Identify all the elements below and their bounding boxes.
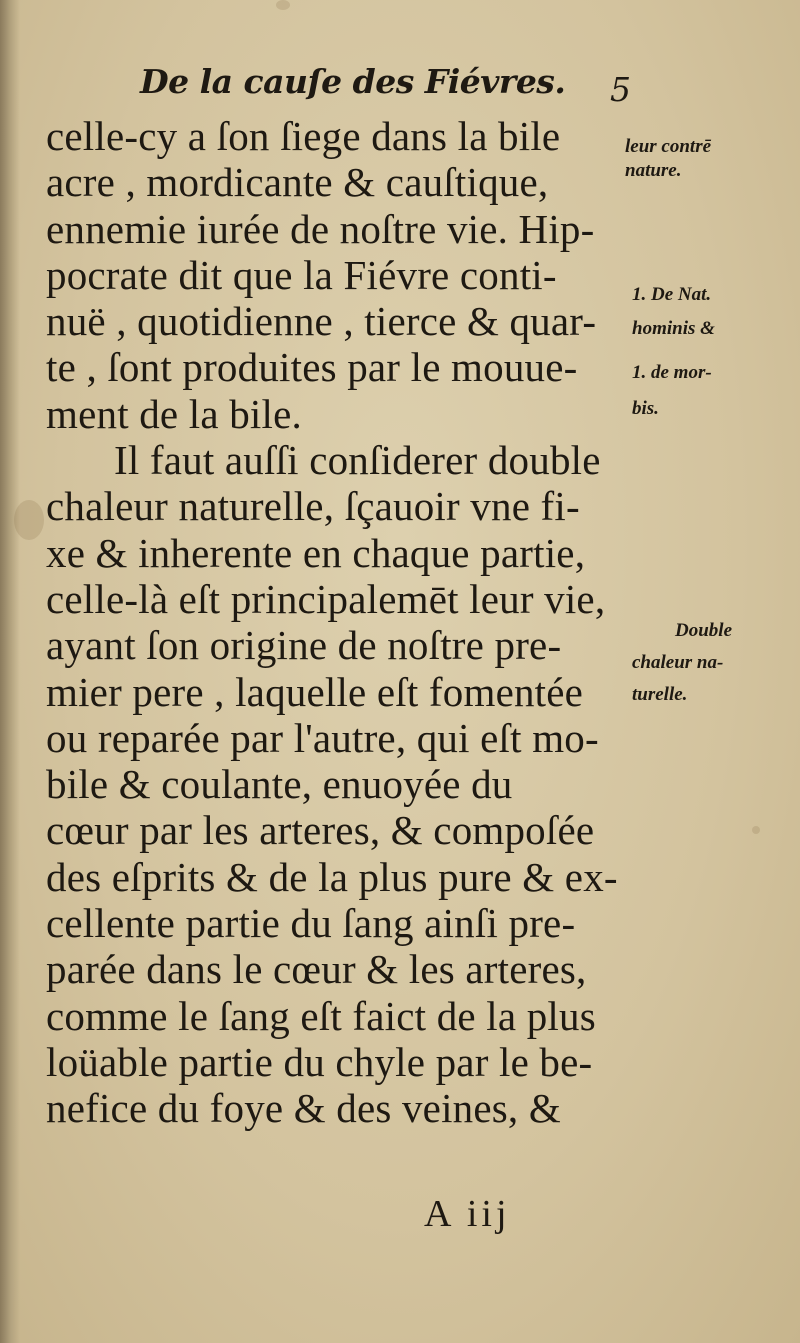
- text-line: mier pere , laquelle eſt fomentée: [46, 668, 584, 715]
- text-line: parée dans le cœur & les arteres,: [46, 946, 587, 993]
- text-line: chaleur naturelle, ſçauoir vne fi-: [46, 483, 580, 530]
- running-head: [140, 62, 660, 112]
- margin-note: turelle.: [632, 684, 688, 705]
- body-text: [46, 113, 626, 1132]
- text-line: celle-là eſt principalemēt leur vie,: [46, 575, 606, 622]
- text-line: te , ſont produites par le mouue-: [46, 344, 578, 391]
- page-gutter-shadow: [0, 0, 20, 1343]
- text-line: pocrate dit que la Fiévre conti-: [46, 251, 557, 298]
- text-line: bile & coulante, enuoyée du: [46, 761, 513, 808]
- page-number: 5: [610, 70, 631, 109]
- text-line: acre , mordicante & cauſtique,: [46, 159, 549, 206]
- text-line: ment de la bile.: [46, 390, 302, 437]
- text-line: celle-cy a ſon ſiege dans la bile: [46, 113, 561, 159]
- text-line: ayant ſon origine de noſtre pre-: [46, 622, 562, 669]
- running-title: De la cauſe des Fiévres.: [140, 62, 566, 101]
- text-line: cellente partie du ſang ainſi pre-: [46, 900, 576, 947]
- margin-note: 1. de mor-: [632, 362, 712, 383]
- margin-note: leur contrē: [625, 136, 712, 157]
- text-line: nuë , quotidienne , tierce & quar-: [46, 298, 597, 345]
- text-line: comme le ſang eſt faict de la plus: [46, 992, 596, 1039]
- margin-note: hominis &: [632, 318, 715, 339]
- text-line: loüable partie du chyle par le be-: [46, 1038, 593, 1085]
- text-line: nefice du foye & des veines, &: [46, 1085, 561, 1132]
- marginalia: [620, 0, 800, 1343]
- text-line: cœur par les arteres, & compoſée: [46, 807, 595, 854]
- text-line: des eſprits & de la plus pure & ex-: [46, 853, 618, 900]
- text-line: ennemie iurée de noſtre vie. Hip-: [46, 205, 595, 252]
- signature-mark: A iij: [424, 1193, 511, 1235]
- margin-note: bis.: [632, 398, 659, 419]
- margin-note: nature.: [625, 160, 682, 181]
- margin-note: Double: [675, 620, 732, 641]
- paragraph-start-line: Il faut auſſi conſiderer double: [114, 437, 601, 484]
- text-line: ou reparée par l'autre, qui eſt mo-: [46, 714, 599, 761]
- text-line: xe & inherente en chaque partie,: [46, 529, 586, 576]
- paper-stain: [276, 0, 290, 10]
- paper-stain: [14, 500, 44, 540]
- margin-note: 1. De Nat.: [632, 284, 712, 305]
- margin-note: chaleur na-: [632, 652, 724, 673]
